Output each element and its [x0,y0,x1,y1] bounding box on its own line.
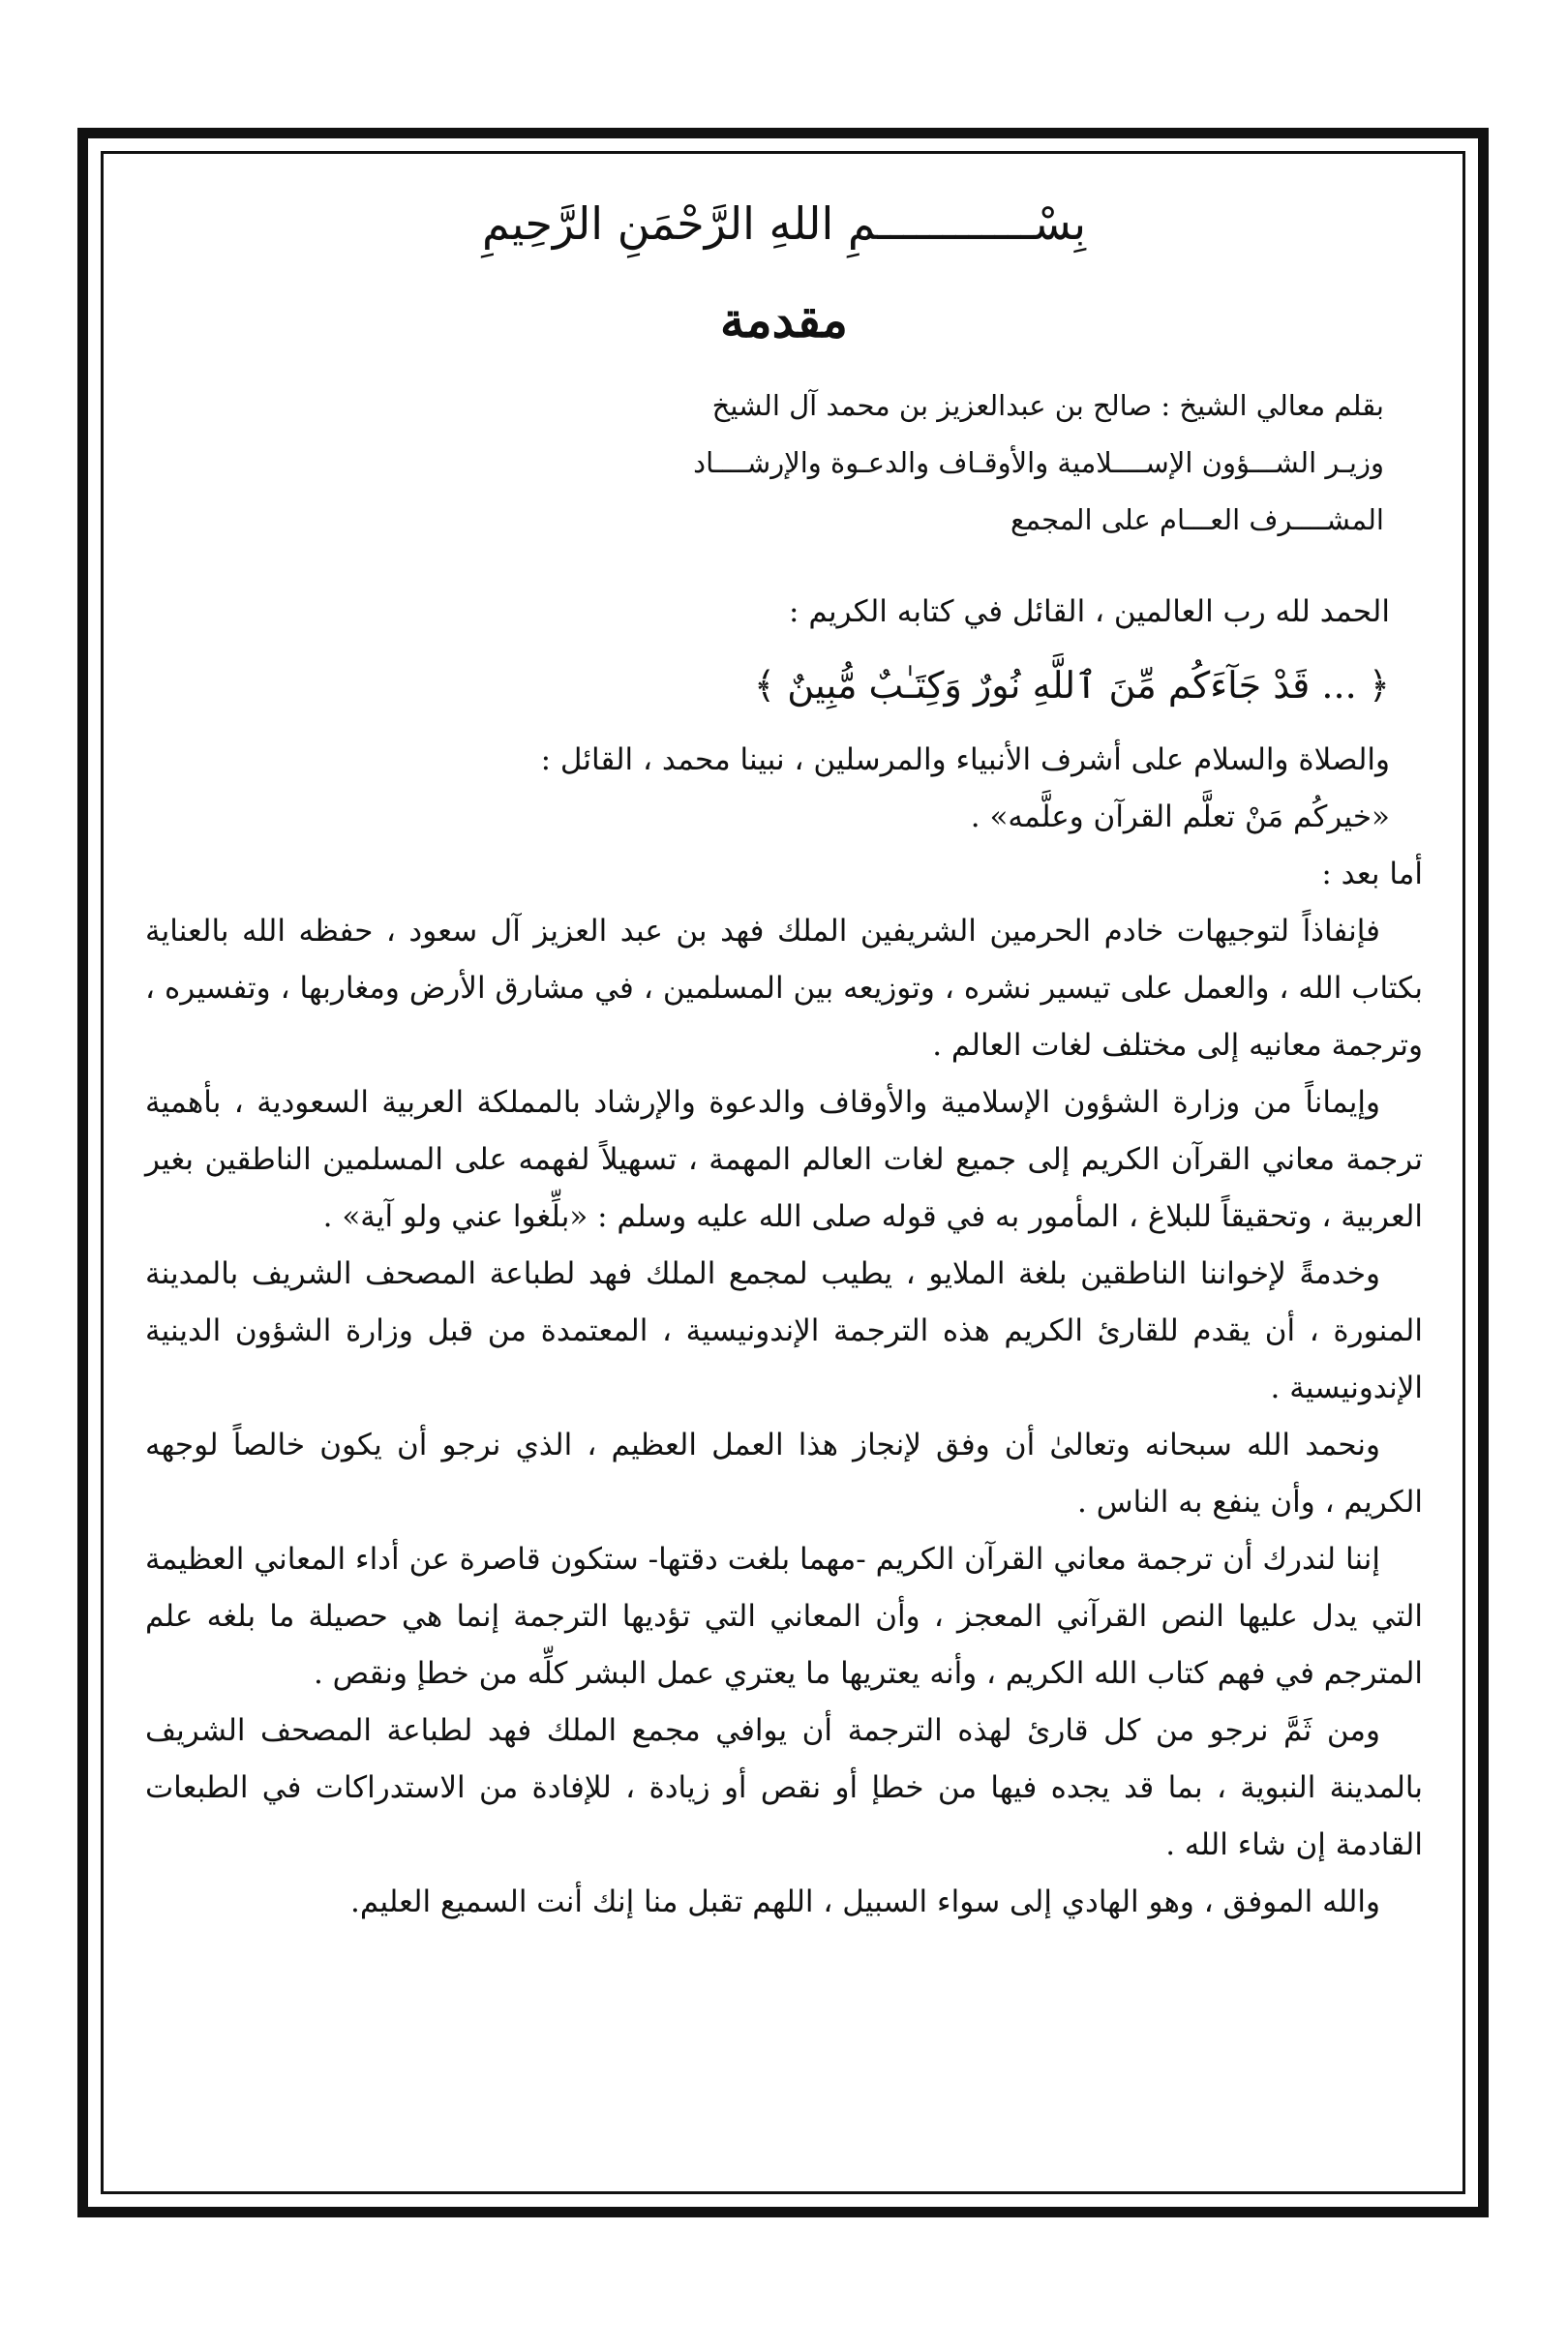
hamd-line: الحمد لله رب العالمين ، القائل في كتابه الكريم : [789,594,1390,629]
paragraph-1: فإنفاذاً لتوجيهات خادم الحرمين الشريفين الملك فهد بن عبد العزيز آل سعود ، حفظه الله بالعناية بكتاب الله ، والعمل على تيسير نشره ، وتوزيعه بين المسلمين ، في مشارق الأرض ومغاربها ، وتفسيره ، وترجمة معانيه إلى مختلف لغات العالم . [145,914,1423,1063]
author-line-2: وزيـر الشـــؤون الإســــلامية والأوقـاف والدعـوة والإرشــــاد [693,446,1384,479]
author-line-3: المشــــرف العـــام على المجمع [1010,503,1384,536]
page-title: مقدمة [720,291,848,348]
paragraph-4: ونحمد الله سبحانه وتعالىٰ أن وفق لإنجاز هذا العمل العظيم ، الذي نرجو أن يكون خالصاً لوجهه الكريم ، وأن ينفع به الناس . [145,1428,1423,1520]
document-body [145,180,1423,1931]
hadith-quote: «خيركُم مَنْ تعلَّم القرآن وعلَّمه» . [970,799,1390,834]
amma-baad: أما بعد : [1321,857,1423,891]
author-block [145,377,1423,549]
basmala: بِسْــــــــــــمِ اللهِ الرَّحْمَنِ الرَّحِيمِ [481,197,1087,250]
paragraph-2: وإيماناً من وزارة الشؤون الإسلامية والأوقاف والدعوة والإرشاد بالمملكة العربية السعودية ، بأهمية ترجمة معاني القرآن الكريم إلى جميع لغات العالم المهمة ، تسهيلاً لفهمه على المسلمين الناطقين بغير العربية ، وتحقيقاً للبلاغ ، المأمور به في قوله صلى الله عليه وسلم : «بلِّغوا عني ولو آية» . [145,1085,1423,1234]
paragraph-6: ومن ثَمَّ نرجو من كل قارئ لهذه الترجمة أن يوافي مجمع الملك فهد لطباعة المصحف الشريف بالمدينة النبوية ، بما قد يجده فيها من خطإ أو نقص أو زيادة ، للإفادة من الاستدراكات في الطبعات القادمة إن شاء الله . [145,1713,1423,1862]
paragraph-5: إننا لندرك أن ترجمة معاني القرآن الكريم -مهما بلغت دقتها- ستكون قاصرة عن أداء المعاني العظيمة التي يدل عليها النص القرآني المعجز ، وأن المعاني التي تؤديها الترجمة إنما هي حصيلة ما بلغه علم المترجم في فهم كتاب الله الكريم ، وأنه يعتريها ما يعتري عمل البشر كلِّه من خطإ ونقص . [145,1542,1423,1691]
quran-verse: ﴿ ... قَدْ جَآءَكُم مِّنَ ٱللَّهِ نُورٌ وَكِتَـٰبٌ مُّبِينٌ ﴾ [753,664,1390,707]
author-line-1: بقلم معالي الشيخ : صالح بن عبدالعزيز بن محمد آل الشيخ [711,389,1384,422]
paragraph-3: وخدمةً لإخواننا الناطقين بلغة الملايو ، يطيب لمجمع الملك فهد لطباعة المصحف الشريف بالمدينة المنورة ، أن يقدم للقارئ الكريم هذه الترجمة الإندونيسية ، المعتمدة من قبل وزارة الشؤون الدينية الإندونيسية . [145,1256,1423,1405]
closing-prayer: والله الموفق ، وهو الهادي إلى سواء السبيل ، اللهم تقبل منا إنك أنت السميع العليم. [349,1884,1380,1919]
salat-line: والصلاة والسلام على أشرف الأنبياء والمرسلين ، نبينا محمد ، القائل : [540,742,1390,777]
